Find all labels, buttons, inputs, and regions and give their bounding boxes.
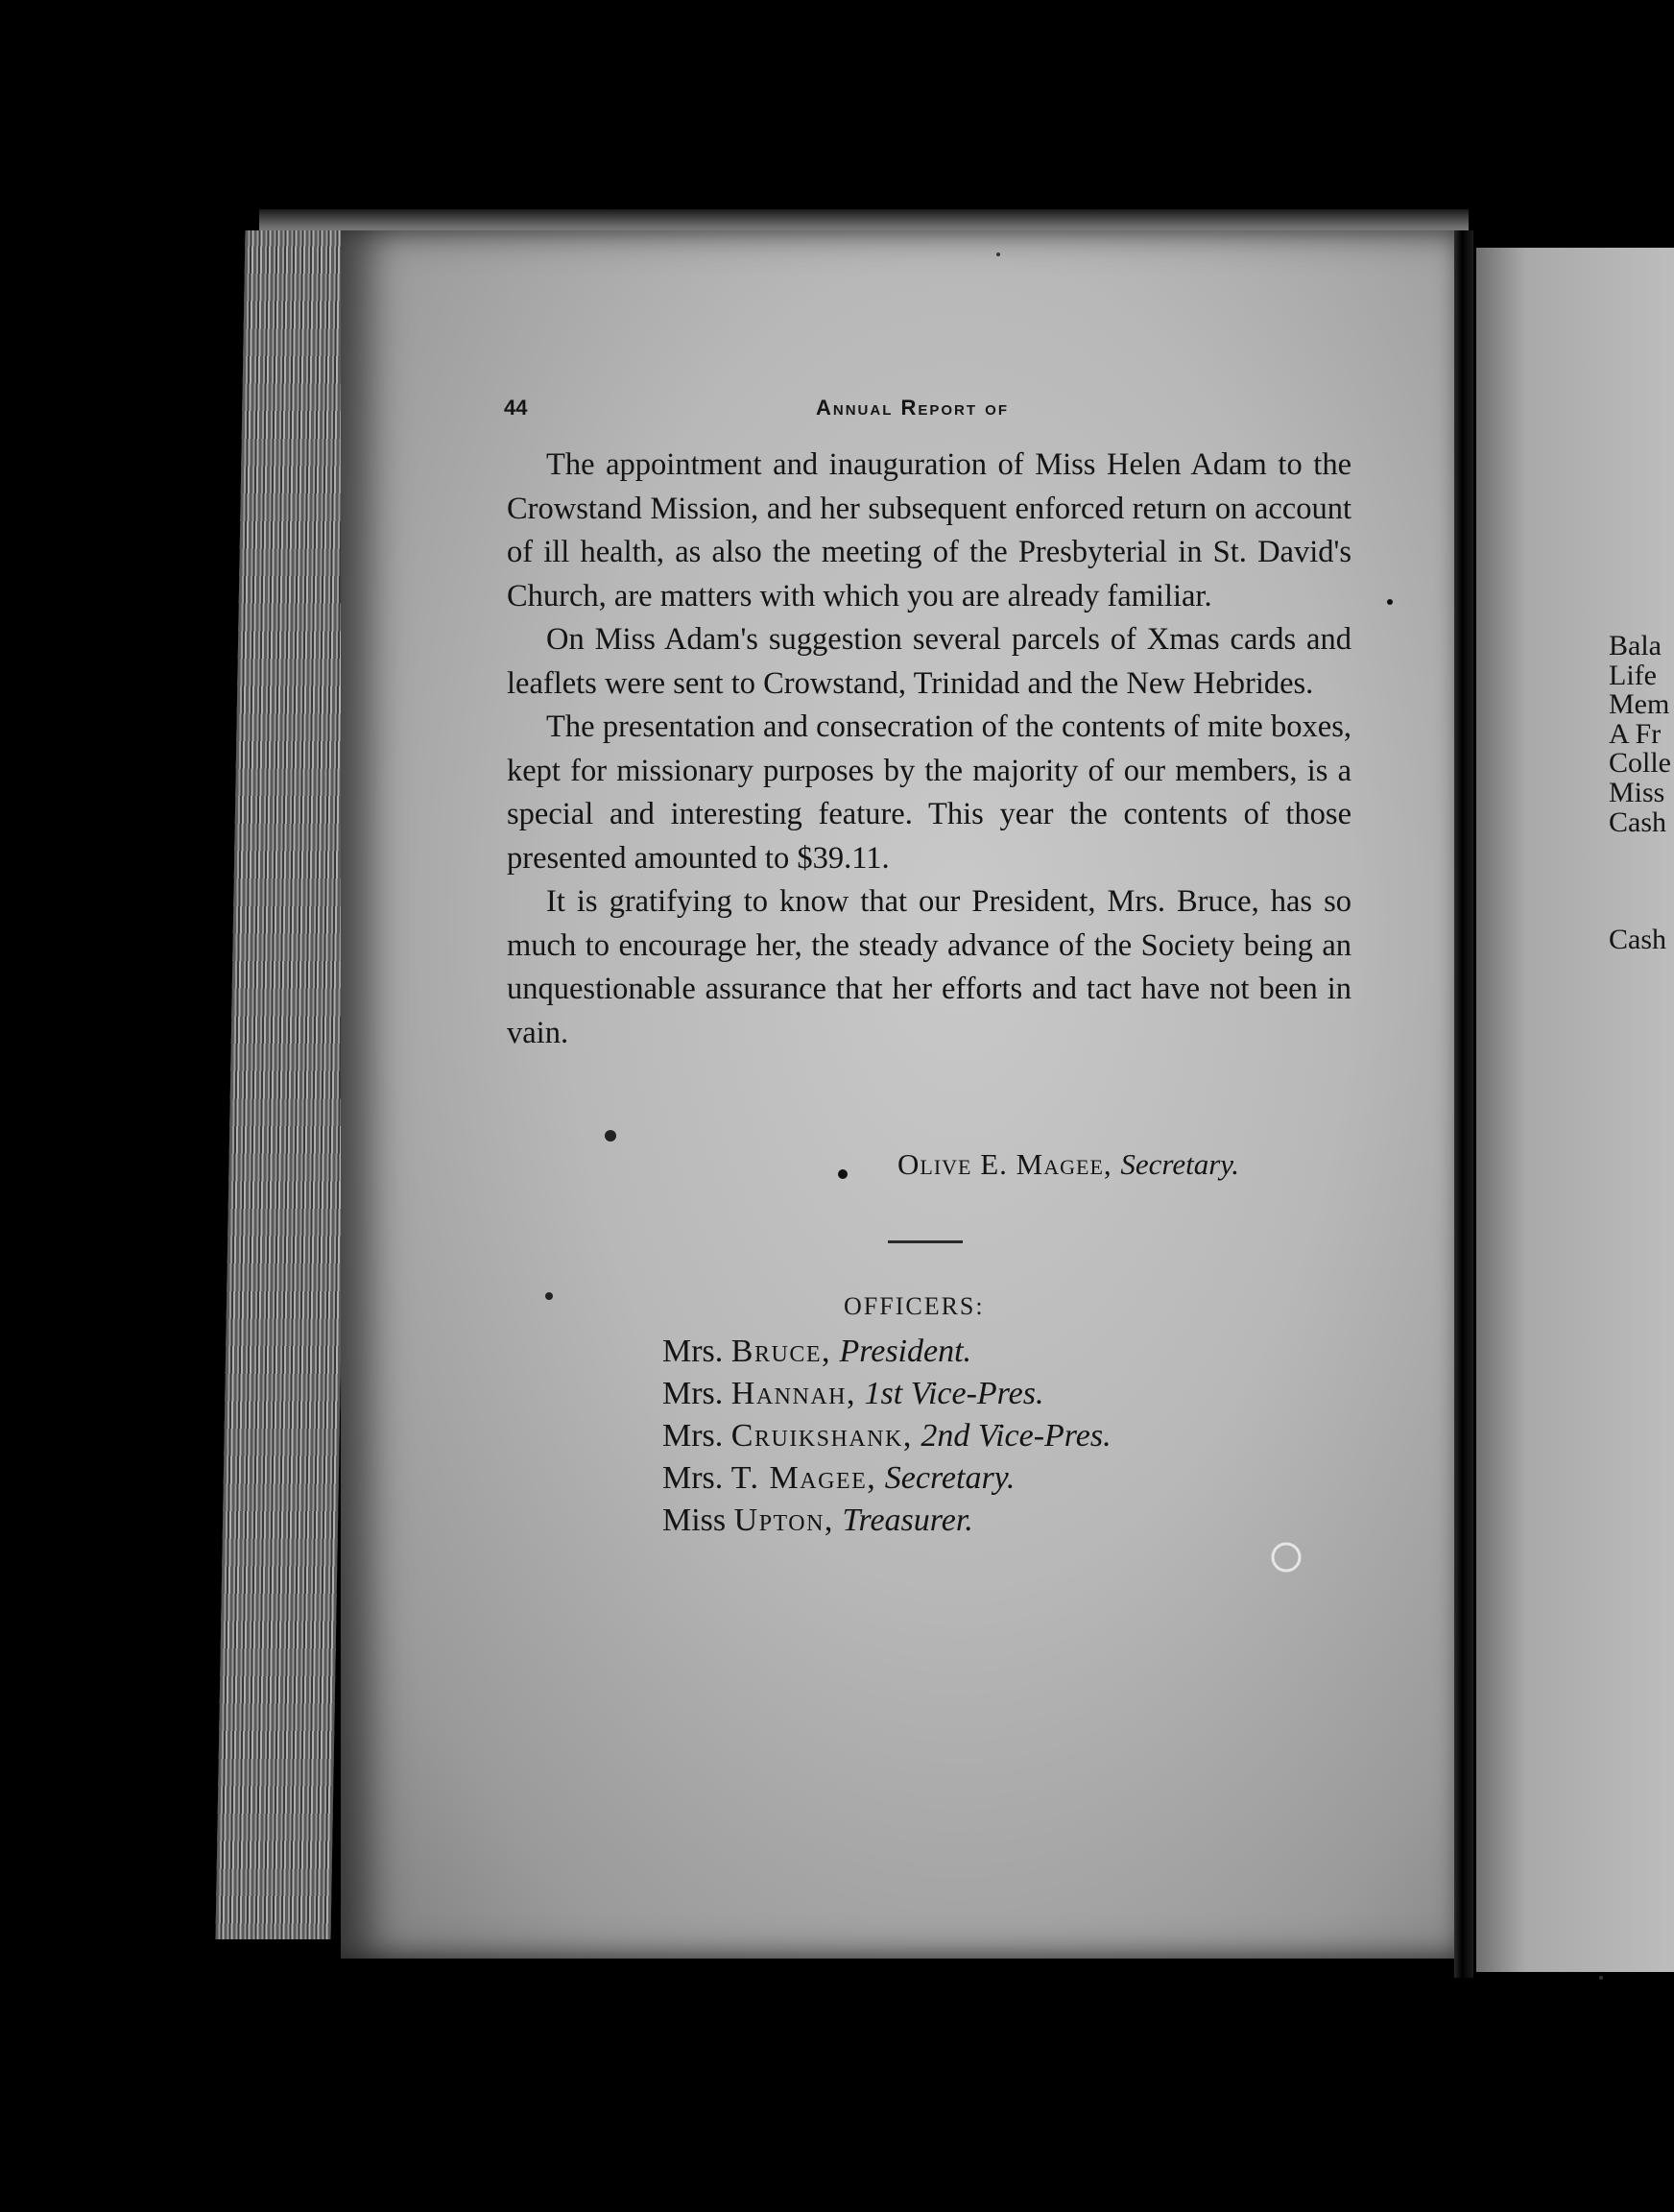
- facing-page-line: A Fr: [1609, 717, 1662, 750]
- facing-page-line: Mem: [1609, 688, 1670, 721]
- facing-page-line: Miss: [1609, 776, 1665, 808]
- running-title: Annual Report of: [816, 396, 1009, 420]
- facing-page-line: Cash: [1609, 924, 1666, 955]
- officer-name: Upton,: [733, 1503, 834, 1538]
- officer-row: [662, 1457, 1112, 1500]
- facing-page-line: Cash: [1609, 805, 1666, 838]
- officer-row: [662, 1500, 1112, 1542]
- officers-list: [662, 1331, 1112, 1542]
- officer-row: [662, 1373, 1112, 1415]
- officers-heading: OFFICERS:: [844, 1292, 985, 1320]
- paragraph: The presentation and consecration of the contents of mite boxes, kept for missionary purposes by the majority of our members, is a special and interesting feature. This year the contents of those presented amounted to $39.11.: [507, 709, 1351, 876]
- book-gutter: [1454, 230, 1473, 1978]
- officer-title: Treasurer.: [842, 1503, 973, 1538]
- officer-prefix: Mrs.: [662, 1418, 724, 1454]
- page-number: 44: [504, 396, 528, 420]
- signature: [897, 1147, 1239, 1182]
- right-page: [1476, 248, 1674, 1972]
- officer-row: [662, 1331, 1112, 1373]
- facing-page-line: Life: [1609, 659, 1657, 691]
- officer-prefix: Mrs.: [662, 1376, 724, 1411]
- officer-title: President.: [839, 1334, 972, 1369]
- paragraph: It is gratifying to know that our President, Mrs. Bruce, has so much to encourage her, the steady advance of the Society being an unquestionable assurance that her efforts and tact have not been in vain.: [507, 884, 1351, 1050]
- officer-name: T. Magee,: [730, 1460, 877, 1496]
- facing-page-line: Bala: [1609, 632, 1662, 661]
- officer-title: 1st Vice-Pres.: [864, 1376, 1044, 1411]
- officer-name: Cruikshank,: [730, 1418, 913, 1454]
- paragraph: On Miss Adam's suggestion several parcels of Xmas cards and leaflets were sent to Crowstand, Trinidad and the New Hebrides.: [507, 622, 1351, 701]
- facing-page-text: [1609, 632, 1674, 955]
- section-divider: [888, 1240, 963, 1243]
- officer-row: [662, 1415, 1112, 1457]
- page-header: [504, 396, 1368, 424]
- paragraph: The appointment and inauguration of Miss Helen Adam to the Crowstand Mission, and her subsequent enforced return on account of ill health, as also the meeting of the Presbyterial in St. David's Church, are matters with which you are already familiar.: [507, 447, 1351, 613]
- facing-page-line: Colle: [1609, 747, 1671, 780]
- signature-name: Olive E. Magee,: [897, 1147, 1112, 1181]
- signature-role: Secretary.: [1120, 1147, 1240, 1181]
- officer-name: Bruce,: [730, 1334, 831, 1369]
- officer-prefix: Mrs.: [662, 1460, 724, 1496]
- officer-title: 2nd Vice-Pres.: [921, 1418, 1112, 1454]
- officer-prefix: Miss: [662, 1503, 727, 1538]
- officer-prefix: Mrs.: [662, 1334, 724, 1369]
- officer-title: Secretary.: [884, 1460, 1016, 1496]
- body-text: [507, 444, 1351, 1055]
- officer-name: Hannah,: [730, 1376, 857, 1411]
